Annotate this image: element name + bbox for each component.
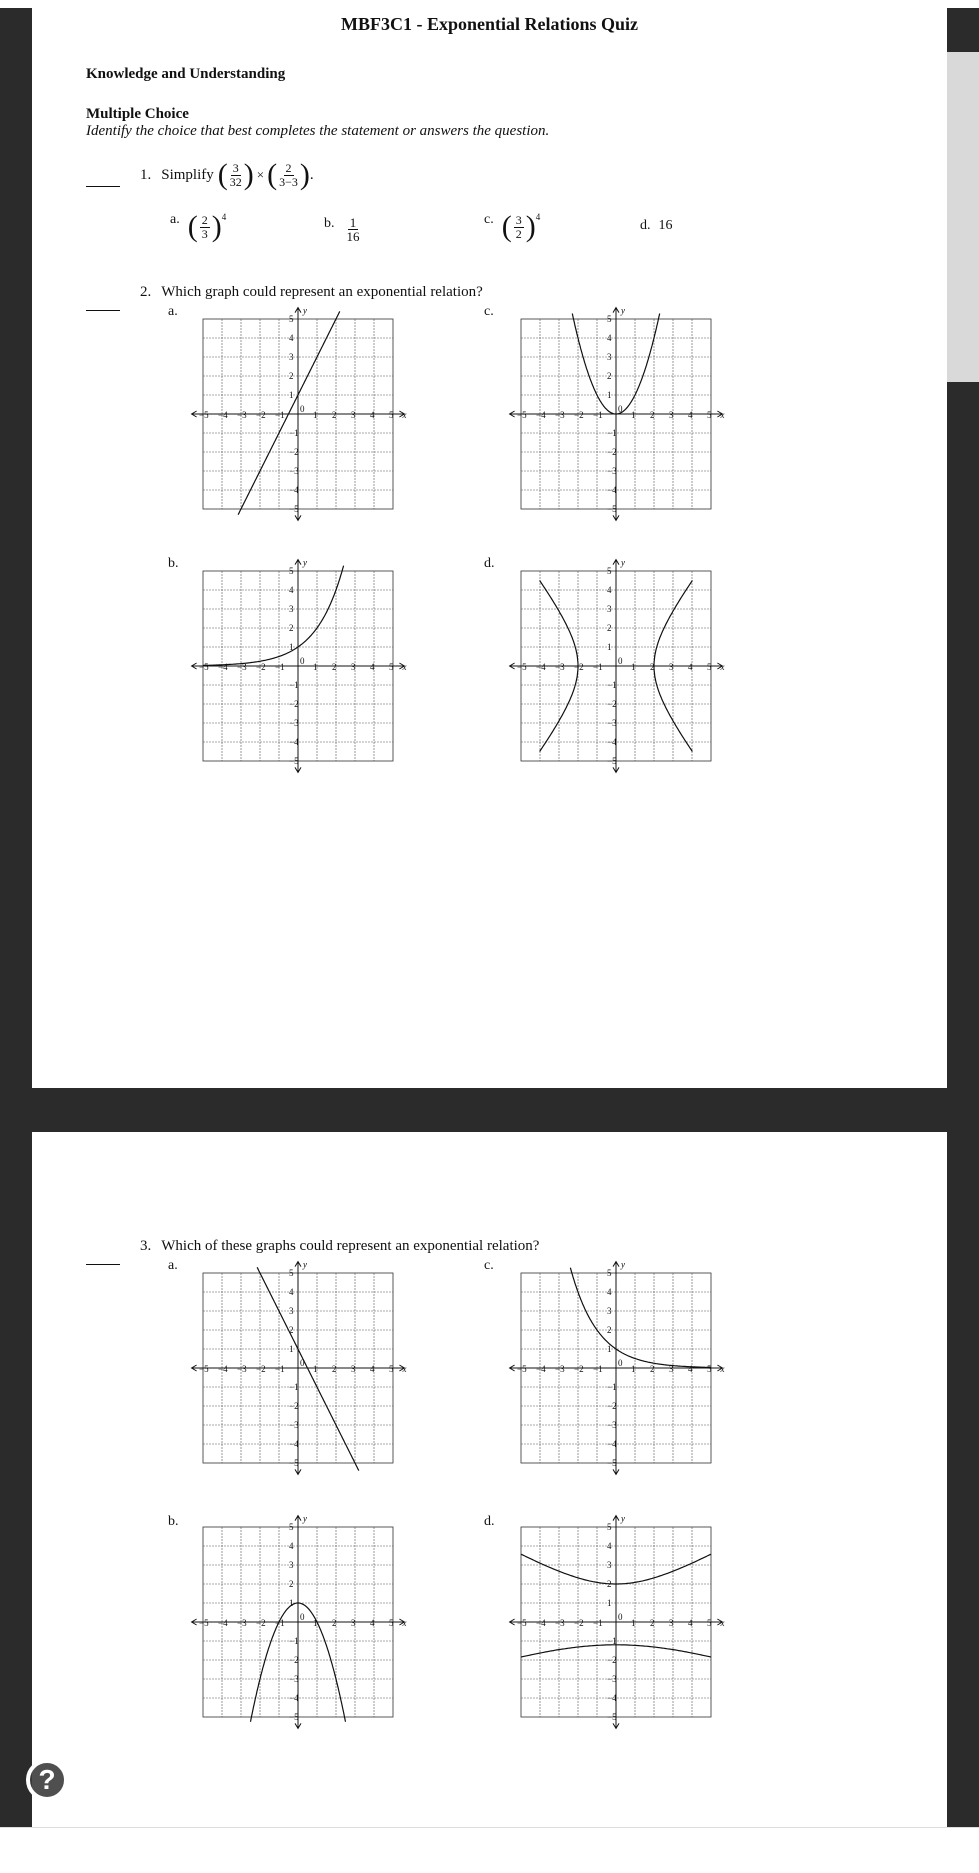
q3-label-d[interactable]: d. <box>484 1514 495 1529</box>
y-tick-label: −1 <box>289 680 299 690</box>
x-tick-label: −4 <box>218 410 228 420</box>
y-tick-label: 5 <box>607 1522 612 1532</box>
q3-label-b[interactable]: b. <box>168 1514 179 1529</box>
x-tick-label: −3 <box>555 410 565 420</box>
document-page-1 <box>32 8 947 1088</box>
x-tick-label: −2 <box>256 410 266 420</box>
y-tick-label: −2 <box>607 447 617 457</box>
y-tick-label: −5 <box>289 1458 299 1468</box>
x-tick-label: 5 <box>707 1364 712 1374</box>
q2-label-d[interactable]: d. <box>484 556 495 571</box>
answer-blank-q2[interactable] <box>86 298 120 316</box>
x-tick-label: 2 <box>332 410 337 420</box>
x-tick-label: −5 <box>199 1618 209 1628</box>
y-axis-label: y <box>621 1259 625 1270</box>
y-tick-label: −2 <box>289 1655 299 1665</box>
origin-label: 0 <box>300 656 305 666</box>
x-tick-label: 2 <box>650 662 655 672</box>
y-tick-label: 1 <box>607 1344 612 1354</box>
x-tick-label: 5 <box>707 410 712 420</box>
x-tick-label: −2 <box>256 1364 266 1374</box>
x-tick-label: 5 <box>389 1364 394 1374</box>
y-tick-label: 3 <box>607 352 612 362</box>
instructions: Identify the choice that best completes the statement or answers the question. <box>86 123 550 139</box>
x-tick-label: 2 <box>332 662 337 672</box>
x-tick-label: 1 <box>313 410 318 420</box>
x-tick-label: −5 <box>199 662 209 672</box>
y-tick-label: 2 <box>289 371 294 381</box>
x-tick-label: 5 <box>389 1618 394 1628</box>
x-tick-label: 2 <box>650 410 655 420</box>
x-tick-label: −3 <box>237 662 247 672</box>
left-background <box>0 8 32 1827</box>
y-tick-label: −4 <box>607 1693 617 1703</box>
x-tick-label: −5 <box>517 1364 527 1374</box>
x-axis-label: x <box>402 1618 407 1628</box>
x-tick-label: −5 <box>517 1618 527 1628</box>
y-tick-label: 5 <box>607 1268 612 1278</box>
q3-graph-b[interactable] <box>184 1504 464 1744</box>
y-tick-label: −3 <box>289 466 299 476</box>
x-tick-label: 4 <box>688 1364 693 1374</box>
y-axis-label: y <box>303 305 307 316</box>
bottom-divider <box>0 1827 979 1828</box>
x-tick-label: −5 <box>199 410 209 420</box>
y-tick-label: 4 <box>607 1287 612 1297</box>
y-tick-label: −2 <box>289 699 299 709</box>
y-tick-label: −3 <box>607 1420 617 1430</box>
q3-graph-a[interactable] <box>184 1250 464 1490</box>
q2-graph-c[interactable] <box>502 296 782 536</box>
scrollbar-thumb[interactable] <box>947 52 979 382</box>
y-tick-label: 1 <box>607 390 612 400</box>
x-tick-label: 5 <box>389 662 394 672</box>
q2-graph-a[interactable] <box>184 296 464 536</box>
x-tick-label: 2 <box>332 1618 337 1628</box>
y-tick-label: 5 <box>289 314 294 324</box>
y-tick-label: −2 <box>289 1401 299 1411</box>
x-tick-label: −3 <box>555 1364 565 1374</box>
bottom-bar <box>0 1827 979 1873</box>
x-tick-label: 2 <box>650 1364 655 1374</box>
x-tick-label: −4 <box>536 1618 546 1628</box>
origin-label: 0 <box>618 656 623 666</box>
x-tick-label: −4 <box>536 410 546 420</box>
x-axis-label: x <box>720 662 725 672</box>
y-tick-label: −5 <box>607 1458 617 1468</box>
curve-exp-growth <box>203 566 344 666</box>
quiz-title: MBF3C1 - Exponential Relations Quiz <box>340 14 638 34</box>
y-tick-label: 2 <box>607 371 612 381</box>
y-tick-label: 1 <box>607 642 612 652</box>
x-tick-label: −1 <box>275 1618 285 1628</box>
q3-graph-d[interactable] <box>502 1504 782 1744</box>
y-tick-label: −2 <box>289 447 299 457</box>
y-axis-label: y <box>303 1259 307 1270</box>
x-axis-label: x <box>402 662 407 672</box>
y-tick-label: 4 <box>607 333 612 343</box>
q1-option-c[interactable]: c. ( $\frac{3}{2}$ ) 4 <box>484 210 541 243</box>
x-tick-label: 1 <box>631 1364 636 1374</box>
x-axis-label: x <box>720 1364 725 1374</box>
y-tick-label: 3 <box>289 1306 294 1316</box>
y-tick-label: 2 <box>289 1325 294 1335</box>
y-tick-label: −3 <box>289 1420 299 1430</box>
q2-label-b[interactable]: b. <box>168 556 179 571</box>
y-tick-label: −1 <box>289 1636 299 1646</box>
q3-label-c[interactable]: c. <box>484 1258 494 1273</box>
y-tick-label: −1 <box>607 1382 617 1392</box>
x-tick-label: −1 <box>593 410 603 420</box>
x-tick-label: 4 <box>688 1618 693 1628</box>
y-tick-label: 2 <box>607 1325 612 1335</box>
y-tick-label: −4 <box>289 1439 299 1449</box>
x-tick-label: −3 <box>237 1618 247 1628</box>
y-tick-label: 5 <box>289 1268 294 1278</box>
y-tick-label: 1 <box>289 390 294 400</box>
y-tick-label: −3 <box>289 718 299 728</box>
y-tick-label: −3 <box>289 1674 299 1684</box>
question-2: 2. Which graph could represent an exponential relation? <box>140 284 483 300</box>
y-tick-label: 4 <box>289 333 294 343</box>
origin-label: 0 <box>300 404 305 414</box>
origin-label: 0 <box>300 1358 305 1368</box>
q1-end: . <box>309 166 314 183</box>
x-tick-label: 4 <box>370 662 375 672</box>
x-tick-label: 1 <box>313 1364 318 1374</box>
x-tick-label: −2 <box>574 1618 584 1628</box>
x-tick-label: −4 <box>218 662 228 672</box>
y-tick-label: −2 <box>607 1655 617 1665</box>
y-tick-label: 1 <box>289 642 294 652</box>
y-tick-label: −1 <box>289 1382 299 1392</box>
x-tick-label: 5 <box>707 1618 712 1628</box>
x-tick-label: −1 <box>275 1364 285 1374</box>
x-tick-label: −1 <box>593 1364 603 1374</box>
x-tick-label: −2 <box>574 410 584 420</box>
x-tick-label: −4 <box>536 662 546 672</box>
x-tick-label: −5 <box>199 1364 209 1374</box>
right-background <box>947 8 979 52</box>
x-tick-label: −4 <box>536 1364 546 1374</box>
y-axis-label: y <box>621 557 625 568</box>
y-tick-label: −4 <box>289 1693 299 1703</box>
x-tick-label: 2 <box>650 1618 655 1628</box>
y-tick-label: 2 <box>607 1579 612 1589</box>
x-tick-label: −5 <box>517 410 527 420</box>
y-tick-label: −4 <box>607 1439 617 1449</box>
x-axis-label: x <box>720 410 725 420</box>
y-tick-label: −1 <box>607 428 617 438</box>
y-tick-label: −5 <box>607 756 617 766</box>
q1-option-d[interactable]: d. 16 <box>640 218 673 233</box>
q2-label-c[interactable]: c. <box>484 304 494 319</box>
x-tick-label: 1 <box>631 410 636 420</box>
y-tick-label: −5 <box>289 504 299 514</box>
y-tick-label: 2 <box>289 623 294 633</box>
y-tick-label: −4 <box>289 737 299 747</box>
y-tick-label: 4 <box>607 1541 612 1551</box>
y-tick-label: 1 <box>289 1344 294 1354</box>
y-tick-label: −2 <box>607 1401 617 1411</box>
y-tick-label: 4 <box>289 585 294 595</box>
y-tick-label: 4 <box>289 1287 294 1297</box>
x-tick-label: −2 <box>574 1364 584 1374</box>
x-tick-label: −3 <box>555 662 565 672</box>
origin-label: 0 <box>618 1612 623 1622</box>
curve-line-down <box>257 1267 359 1470</box>
y-tick-label: 3 <box>289 1560 294 1570</box>
x-tick-label: 4 <box>370 1364 375 1374</box>
x-tick-label: 4 <box>688 662 693 672</box>
x-axis-label: x <box>402 1364 407 1374</box>
q2-graph-b[interactable] <box>184 548 464 788</box>
y-tick-label: −4 <box>607 737 617 747</box>
y-tick-label: 2 <box>607 623 612 633</box>
y-tick-label: 1 <box>289 1598 294 1608</box>
y-tick-label: 3 <box>607 1306 612 1316</box>
x-tick-label: 3 <box>351 662 356 672</box>
x-tick-label: 1 <box>631 1618 636 1628</box>
x-tick-label: 4 <box>370 1618 375 1628</box>
x-tick-label: 3 <box>669 662 674 672</box>
x-tick-label: −3 <box>237 410 247 420</box>
x-tick-label: −5 <box>517 662 527 672</box>
y-tick-label: 5 <box>607 314 612 324</box>
curve-exp-decay <box>570 1268 711 1368</box>
x-tick-label: 1 <box>631 662 636 672</box>
document-page-2 <box>32 1132 947 1827</box>
x-tick-label: −4 <box>218 1364 228 1374</box>
y-tick-label: 5 <box>289 1522 294 1532</box>
q1-option-a[interactable]: a. ( $\frac{2}{3}$ ) 4 <box>170 210 227 243</box>
y-tick-label: 3 <box>289 604 294 614</box>
q3-label-a[interactable]: a. <box>168 1258 178 1273</box>
y-tick-label: 3 <box>289 352 294 362</box>
y-axis-label: y <box>303 1513 307 1524</box>
q1-times: × <box>256 167 265 182</box>
y-tick-label: 4 <box>289 1541 294 1551</box>
y-tick-label: 4 <box>607 585 612 595</box>
y-tick-label: 2 <box>289 1579 294 1589</box>
x-tick-label: 5 <box>707 662 712 672</box>
x-tick-label: 1 <box>313 1618 318 1628</box>
x-tick-label: 2 <box>332 1364 337 1374</box>
x-tick-label: −1 <box>593 662 603 672</box>
y-tick-label: −1 <box>607 680 617 690</box>
y-tick-label: −5 <box>289 1712 299 1722</box>
question-1: 1. Simplify ( $\frac{3}{32}$ ) × ( $\frac{2}{3-3}$ ) . <box>140 158 314 191</box>
x-axis-label: x <box>402 410 407 420</box>
y-axis-label: y <box>621 1513 625 1524</box>
x-tick-label: 4 <box>688 410 693 420</box>
y-tick-label: −2 <box>607 699 617 709</box>
origin-label: 0 <box>618 1358 623 1368</box>
x-tick-label: 3 <box>669 410 674 420</box>
y-tick-label: −4 <box>607 485 617 495</box>
y-tick-label: −3 <box>607 1674 617 1684</box>
y-tick-label: −3 <box>607 466 617 476</box>
y-tick-label: 3 <box>607 1560 612 1570</box>
x-tick-label: 5 <box>389 410 394 420</box>
answer-blank-q1[interactable] <box>86 174 120 192</box>
subsection-heading: Multiple Choice <box>86 106 189 122</box>
x-tick-label: −3 <box>237 1364 247 1374</box>
x-tick-label: 3 <box>351 1618 356 1628</box>
q1-fraction-2: $\frac{2}{3-3}$ <box>279 160 298 189</box>
x-tick-label: −1 <box>275 410 285 420</box>
q1-fraction-1: $\frac{3}{32}$ <box>229 160 242 189</box>
y-tick-label: −3 <box>607 718 617 728</box>
x-tick-label: 4 <box>370 410 375 420</box>
y-tick-label: −5 <box>607 504 617 514</box>
x-tick-label: −1 <box>593 1618 603 1628</box>
y-tick-label: −5 <box>607 1712 617 1722</box>
question-3: 3. Which of these graphs could represent an exponential relation? <box>140 1238 540 1254</box>
q2-label-a[interactable]: a. <box>168 304 178 319</box>
x-tick-label: 1 <box>313 662 318 672</box>
origin-label: 0 <box>618 404 623 414</box>
y-tick-label: 5 <box>289 566 294 576</box>
section-heading: Knowledge and Understanding <box>86 66 286 82</box>
y-tick-label: −5 <box>289 756 299 766</box>
y-tick-label: −1 <box>289 428 299 438</box>
q1-number: 1. <box>140 166 152 183</box>
x-tick-label: 3 <box>351 1364 356 1374</box>
x-tick-label: −1 <box>275 662 285 672</box>
y-axis-label: y <box>303 557 307 568</box>
y-tick-label: 5 <box>607 566 612 576</box>
answer-blank-q3[interactable] <box>86 1252 120 1270</box>
help-circle-icon[interactable]: ? <box>26 1759 68 1801</box>
x-tick-label: −2 <box>574 662 584 672</box>
y-tick-label: −1 <box>607 1636 617 1646</box>
y-axis-label: y <box>621 305 625 316</box>
x-tick-label: 3 <box>669 1364 674 1374</box>
x-tick-label: 3 <box>669 1618 674 1628</box>
y-tick-label: 3 <box>607 604 612 614</box>
x-tick-label: −2 <box>256 1618 266 1628</box>
x-axis-label: x <box>720 1618 725 1628</box>
x-tick-label: −4 <box>218 1618 228 1628</box>
top-strip <box>0 0 979 8</box>
q3-graph-c[interactable] <box>502 1250 782 1490</box>
origin-label: 0 <box>300 1612 305 1622</box>
q1-option-b[interactable]: b. $\frac{1}{16}$ <box>324 215 360 244</box>
y-tick-label: 1 <box>607 1598 612 1608</box>
x-tick-label: 3 <box>351 410 356 420</box>
q2-graph-d[interactable] <box>502 548 782 788</box>
q1-stem: Simplify <box>161 166 214 183</box>
y-tick-label: −4 <box>289 485 299 495</box>
x-tick-label: −3 <box>555 1618 565 1628</box>
x-tick-label: −2 <box>256 662 266 672</box>
